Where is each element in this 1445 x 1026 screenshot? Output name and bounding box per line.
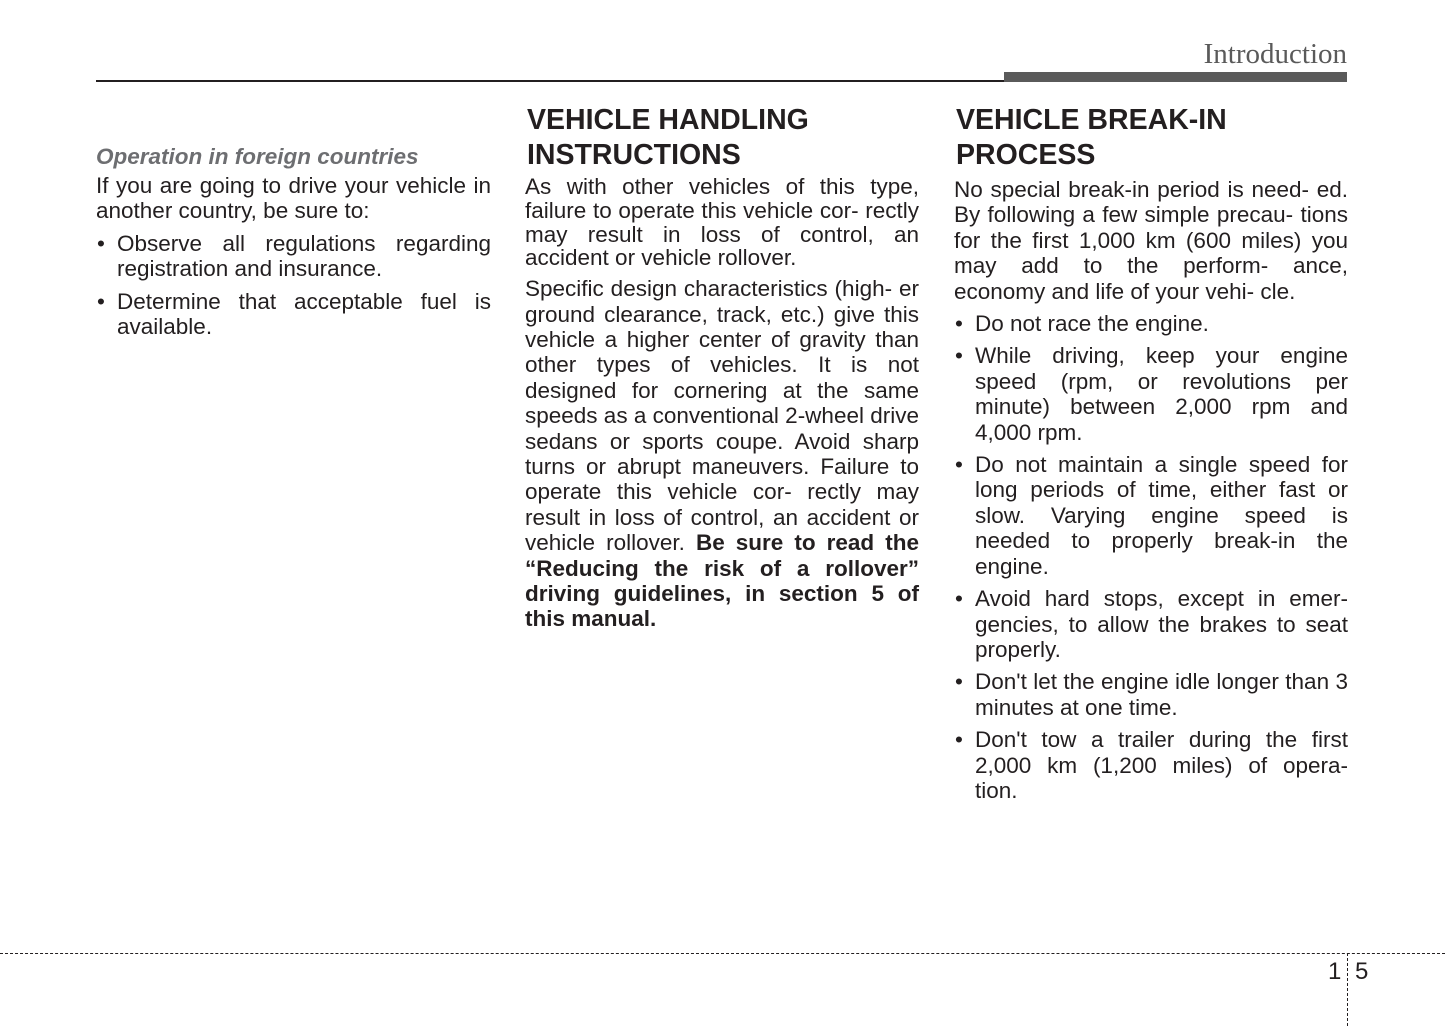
bullet-icon: • <box>955 669 963 695</box>
intro-paragraph: If you are going to drive your vehicle in another country, be sure to: <box>96 173 491 224</box>
header-bar <box>1004 72 1347 82</box>
bullet-icon: • <box>97 230 105 256</box>
list-item: • Do not race the engine. <box>955 311 1209 337</box>
bullet-icon: • <box>97 288 105 314</box>
rollover-warning-text: Be sure to read the “Reducing the risk of a rollover” driving guidelines, in section 5 of this manual. <box>525 530 919 632</box>
paragraph: As with other vehicles of this type, failure to operate this vehicle cor- rectly may result in loss of control, an accident or vehicle rollover. <box>525 174 919 271</box>
heading-vehicle-handling: VEHICLE HANDLING INSTRUCTIONS <box>527 104 809 171</box>
paragraph: Specific design characteristics (high- er ground clearance, track, etc.) give this vehicle a higher center of gravity than other types of vehicles. It is not designed for cornering at the same speeds as a conventional 2-wheel drive sedans or sports coupe. Avoid sharp turns or abrupt maneuvers. Failure to operate this vehicle cor- rectly may result in loss of control, an accident or vehicle rollover. Be sure to read the “Reducing the risk of a rollover” driving guidelines, in section 5 of this manual. <box>525 276 919 632</box>
column-foreign-countries <box>96 100 491 339</box>
bullet-icon: • <box>955 311 963 337</box>
footer-dashed-divider <box>1347 953 1348 1026</box>
list-item: • Don't tow a trailer during the first 2,000 km (1,200 miles) of opera- tion. <box>955 727 1348 803</box>
bullet-icon: • <box>955 452 963 478</box>
heading-vehicle-break-in: VEHICLE BREAK-IN PROCESS <box>956 104 1227 171</box>
list-item: • Determine that acceptable fuel is available. <box>97 288 491 340</box>
page-number: 5 <box>1355 958 1369 985</box>
subheading-foreign-countries: Operation in foreign countries <box>96 144 419 169</box>
list-item: • Avoid hard stops, except in emer- gencies, to allow the brakes to seat properly. <box>955 586 1348 662</box>
intro-paragraph: No special break-in period is need- ed. By following a few simple precau- tions for the first 1,000 km (600 miles) you may add to the perform- ance, economy and life of your vehi- cle. <box>954 177 1348 304</box>
bullet-list <box>954 311 1348 803</box>
column-break-in-process <box>954 100 1348 803</box>
section-title: Introduction <box>1203 38 1347 70</box>
bullet-icon: • <box>955 343 963 369</box>
footer-dashed-rule <box>0 953 1445 954</box>
bullet-icon: • <box>955 586 963 612</box>
column-handling-instructions <box>525 100 919 632</box>
list-item: • While driving, keep your engine speed (rpm, or revolutions per minute) between 2,000 rpm and 4,000 rpm. <box>955 343 1348 445</box>
bullet-icon: • <box>955 727 963 753</box>
bullet-list <box>96 231 491 340</box>
list-item: • Do not maintain a single speed for long periods of time, either fast or slow. Varying engine speed is needed to properly break-in the engine. <box>955 452 1348 579</box>
chapter-number: 1 <box>1328 958 1342 985</box>
list-item: • Observe all regulations regarding registration and insurance. <box>97 230 491 282</box>
list-item: • Don't let the engine idle longer than 3 minutes at one time. <box>955 669 1348 720</box>
